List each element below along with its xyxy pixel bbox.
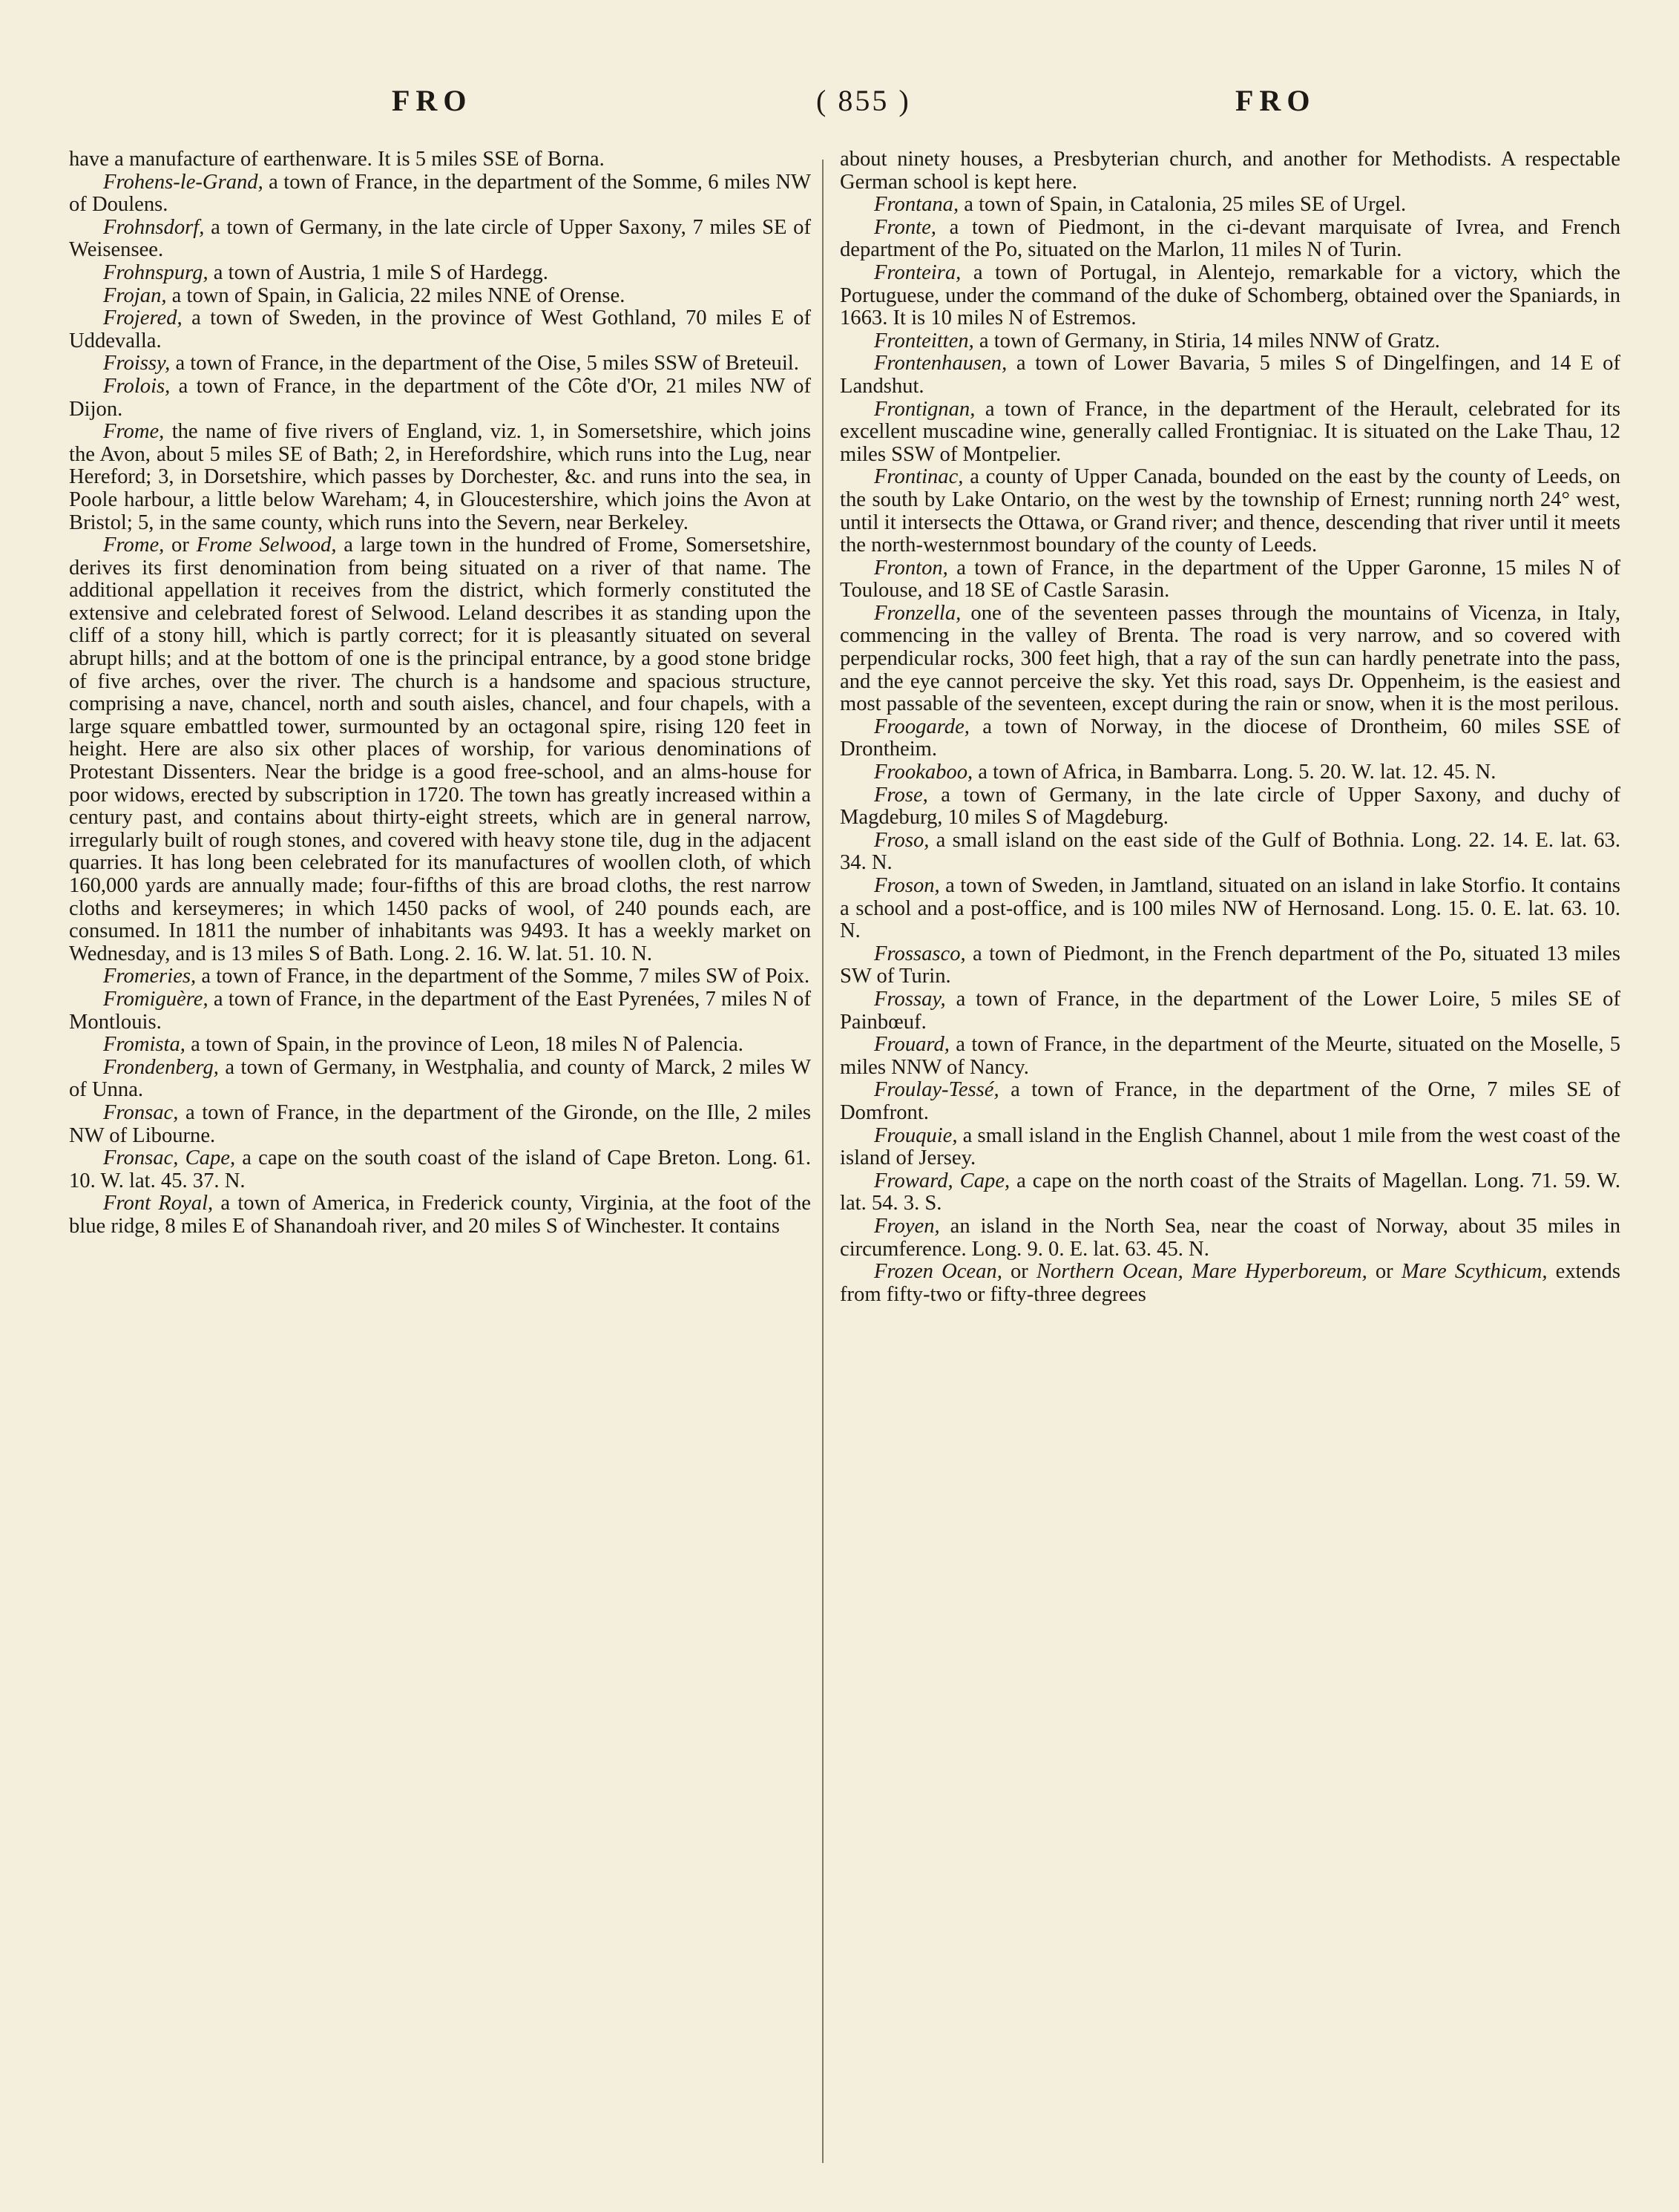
entry-headword: Frontignan, bbox=[874, 397, 976, 421]
gazetteer-entry bbox=[69, 1057, 811, 1102]
entry-headword: Frontenhausen, bbox=[874, 352, 1008, 375]
entry-text: a large town in the hundred of Frome, Somersetshire, derives its first denomination from being situated on a river of that name. The additional appellation it receives from the district, which formerly constituted the extensive and celebrated forest of Selwood. Leland describes it as standing upon the cliff of a stony hill, which is partly correct; for it is pleasantly situated on several abrupt hills; and at the bottom of one is the principal entrance, by a good stone bridge of five arches, over the river. The church is a handsome and spacious structure, comprising a nave, chancel, north and south aisles, chancel, and four chapels, with a large square embattled tower, surmounted by an octagonal spire, rising 120 feet in height. Here are also six other places of worship, for various denominations of Protestant Dissenters. Near the bridge is a good free-school, and an alms-house for poor widows, erected by subscription in 1720. The town has greatly increased within a century past, and contains about thirty-eight streets, which are in general narrow, irregularly built of rough stones, and covered with heavy stone tile, dug in the adjacent quarries. It has long been celebrated for its manufactures of woollen cloth, of which 160,000 yards are annually made; four-fifths of this are broad cloths, the rest narrow cloths and kerseymeres; in which 1450 packs of wool, of 240 pounds each, are consumed. In 1811 the number of inhabitants was 9493. It has a weekly market on Wednesday, and is 13 miles S of Bath. Long. 2. 16. W. lat. 51. 10. N. bbox=[69, 534, 811, 965]
gazetteer-entry bbox=[840, 716, 1620, 761]
entry-headword: Fromista, bbox=[103, 1033, 185, 1057]
gazetteer-entry bbox=[840, 1079, 1620, 1124]
entry-text: a town of Germany, in Stiria, 14 miles NNW of Gratz. bbox=[973, 329, 1440, 352]
entry-text: a town of France, in the department of the Meurte, situated on the Moselle, 5 miles NNW of Nancy. bbox=[840, 1033, 1620, 1079]
entry-headword: Frookaboo, bbox=[874, 761, 973, 784]
entry-text: a town of France, in the department of the Somme, 6 miles NW of Doulens. bbox=[69, 170, 811, 217]
entry-text: the name of five rivers of England, viz. 1, in Somersetshire, which joins the Avon, about 5 miles SE of Bath; 2, in Herefordshire, which runs into the Lug, near Hereford; 3, in Dorsetshire, which passes by Dorchester, &c. and runs into the sea, in Poole harbour, a little below Wareham; 4, in Gloucestershire, which joins the Avon at Bristol; 5, in the same county, which runs into the Severn, near Berkeley. bbox=[69, 420, 811, 534]
entry-text: a town of Sweden, in the province of West Gothland, 70 miles E of Uddevalla. bbox=[69, 306, 811, 352]
gazetteer-entry bbox=[840, 784, 1620, 830]
gazetteer-entry bbox=[69, 1034, 811, 1057]
entry-text: a town of Norway, in the diocese of Drontheim, 60 miles SSE of Drontheim. bbox=[840, 715, 1620, 761]
header-right-word: FRO bbox=[1235, 84, 1316, 117]
running-header bbox=[67, 83, 1617, 128]
gazetteer-entry bbox=[840, 217, 1620, 262]
entry-text: one of the seventeen passes through the mountains of Vicenza, in Italy, commencing in the valley of Brenta. The road is very narrow, and so covered with perpendicular rocks, 300 feet high, that a ray of the sun can hardly penetrate into the pass, and the eye cannot perceive the sky. Yet this road, says Dr. Oppenheim, is the easiest and most passable of the seventeen, except during the rain or snow, when it is the most perilous. bbox=[840, 601, 1620, 716]
entry-headword: Fronte, bbox=[874, 215, 936, 239]
entry-headword: Frome Selwood, bbox=[196, 534, 337, 557]
entry-headword: Froward, Cape, bbox=[874, 1169, 1011, 1192]
entry-text: a town of France, in the department of the Oise, 5 miles SSW of Breteuil. bbox=[170, 352, 799, 375]
entry-headword: Frolois, bbox=[103, 374, 171, 398]
entry-text: a town of Spain, in the province of Leon, 18 miles N of Palencia. bbox=[185, 1033, 743, 1057]
entry-headword: Froissy, bbox=[103, 352, 171, 375]
entry-headword: Fronteira, bbox=[874, 260, 962, 284]
gazetteer-entry bbox=[69, 988, 811, 1034]
entry-headword: Fronton, bbox=[874, 556, 948, 580]
entry-text: a town of Germany, in the late circle of Upper Saxony, and duchy of Magdeburg, 10 miles S of Magdeburg. bbox=[840, 783, 1620, 830]
entry-headword: Front Royal, bbox=[103, 1192, 214, 1215]
gazetteer-entry bbox=[840, 988, 1620, 1034]
entry-text: a town of America, in Frederick county, Virginia, at the foot of the blue ridge, 8 miles E of Shanandoah river, and 20 miles S of Winchester. It contains bbox=[69, 1192, 811, 1238]
gazetteer-entry bbox=[840, 1215, 1620, 1261]
entry-headword: Fronzella, bbox=[874, 601, 962, 625]
entry-text: or bbox=[164, 534, 197, 557]
entry-headword: Fronteitten, bbox=[874, 329, 974, 352]
gazetteer-entry bbox=[69, 217, 811, 262]
entry-text: a county of Upper Canada, bounded on the east by the county of Leeds, on the south by Lake Ontario, on the west by the township of Ernest; running north 24° west, until it intersects the Ottawa, or Grand river; and thence, descending that river until it meets the north-westernmost boundary of the county of Leeds. bbox=[840, 465, 1620, 557]
entry-headword: Northern Ocean, Mare Hyperboreum, bbox=[1036, 1260, 1367, 1284]
entry-text: a town of Lower Bavaria, 5 miles S of Dingelfingen, and 14 E of Landshut. bbox=[840, 352, 1620, 398]
entry-text: have a manufacture of earthenware. It is 5 miles SSE of Borna. bbox=[69, 148, 605, 171]
entry-text: a town of Portugal, in Alentejo, remarkable for a victory, which the Portuguese, under the command of the duke of Schomberg, obtained over the Spaniards, in 1663. It is 10 miles N of Estremos. bbox=[840, 260, 1620, 330]
entry-headword: Fronsac, bbox=[103, 1100, 179, 1124]
entry-headword: Mare Scythicum, bbox=[1401, 1260, 1548, 1284]
entry-text: a town of Piedmont, in the French department of the Po, situated 13 miles SW of Turin. bbox=[840, 942, 1620, 988]
entry-text: a town of Africa, in Bambarra. Long. 5. 20. W. lat. 12. 45. N. bbox=[973, 761, 1496, 784]
right-column bbox=[840, 148, 1620, 1306]
left-column bbox=[69, 148, 811, 1238]
entry-text: a town of France, in the department of the Orne, 7 miles SE of Domfront. bbox=[840, 1078, 1620, 1124]
entry-headword: Frontana, bbox=[874, 193, 959, 217]
entry-text: a town of France, in the department of the Côte d'Or, 21 miles NW of Dijon. bbox=[69, 374, 811, 421]
entry-headword: Fronsac, Cape, bbox=[103, 1146, 236, 1170]
entry-text: or bbox=[1367, 1260, 1402, 1284]
entry-headword: Froogarde, bbox=[874, 715, 970, 738]
gazetteer-entry bbox=[840, 875, 1620, 943]
entry-text: a town of France, in the department of the Gironde, on the Ille, 2 miles NW of Libourne. bbox=[69, 1100, 811, 1147]
gazetteer-entry bbox=[69, 965, 811, 988]
entry-headword: Frossasco, bbox=[874, 942, 966, 965]
entry-headword: Frondenberg, bbox=[103, 1055, 219, 1079]
entry-text: about ninety houses, a Presbyterian church, and another for Methodists. A respectable German school is kept here. bbox=[840, 148, 1620, 194]
gazetteer-entry bbox=[840, 352, 1620, 398]
gazetteer-entry bbox=[840, 1261, 1620, 1306]
entry-headword: Frontinac, bbox=[874, 465, 964, 489]
entry-headword: Froulay-Tessé, bbox=[874, 1078, 999, 1102]
entry-text: extends from fifty-two or fifty-three degrees bbox=[840, 1260, 1620, 1306]
column-rule bbox=[822, 160, 824, 2163]
gazetteer-entry bbox=[840, 262, 1620, 330]
entry-text: a town of Sweden, in Jamtland, situated on an island in lake Storfio. It contains a school and a post-office, and is 100 miles NW of Hernosand. Long. 15. 0. E. lat. 63. 10. N. bbox=[840, 874, 1620, 943]
entry-text: a small island on the east side of the Gulf of Bothnia. Long. 22. 14. E. lat. 63. 34. N. bbox=[840, 828, 1620, 875]
gazetteer-entry bbox=[840, 1034, 1620, 1079]
gazetteer-entry bbox=[69, 352, 811, 375]
entry-headword: Frome, bbox=[103, 420, 165, 444]
gazetteer-entry bbox=[840, 557, 1620, 603]
entry-headword: Frose, bbox=[874, 783, 928, 807]
gazetteer-entry bbox=[69, 171, 811, 217]
gazetteer-entry bbox=[69, 262, 811, 285]
entry-text: a cape on the south coast of the island of Cape Breton. Long. 61. 10. W. lat. 45. 37. N. bbox=[69, 1146, 811, 1192]
entry-headword: Fromiguère, bbox=[103, 987, 208, 1011]
gazetteer-entry bbox=[840, 943, 1620, 988]
entry-headword: Froson, bbox=[874, 874, 940, 897]
entry-headword: Frozen Ocean, bbox=[874, 1260, 1002, 1284]
entry-headword: Frojered, bbox=[103, 306, 183, 330]
entry-text: a town of Austria, 1 mile S of Hardegg. bbox=[208, 260, 548, 284]
gazetteer-entry bbox=[69, 421, 811, 534]
entry-text: a town of Spain, in Galicia, 22 miles NNE of Orense. bbox=[166, 283, 625, 307]
entry-headword: Frohens-le-Grand, bbox=[103, 170, 263, 194]
gazetteer-entry bbox=[69, 1102, 811, 1147]
entry-text: a town of Piedmont, in the ci-devant marquisate of Ivrea, and French department of the Po, situated on the Marlon, 11 miles N of Turin. bbox=[840, 215, 1620, 262]
header-left-word: FRO bbox=[392, 84, 473, 117]
entry-text: an island in the North Sea, near the coast of Norway, about 35 miles in circumference. Long. 9. 0. E. lat. 63. 45. N. bbox=[840, 1214, 1620, 1261]
entry-text: a cape on the north coast of the Straits of Magellan. Long. 71. 59. W. lat. 54. 3. S. bbox=[840, 1169, 1620, 1215]
gazetteer-entry bbox=[69, 534, 811, 965]
entry-headword: Frome, bbox=[103, 534, 165, 557]
gazetteer-entry bbox=[69, 307, 811, 352]
entry-text: a small island in the English Channel, about 1 mile from the west coast of the island of Jersey. bbox=[840, 1123, 1620, 1170]
gazetteer-entry bbox=[840, 466, 1620, 557]
gazetteer-entry bbox=[840, 761, 1620, 784]
gazetteer-entry bbox=[840, 194, 1620, 217]
gazetteer-entry bbox=[840, 1125, 1620, 1170]
gazetteer-entry bbox=[69, 375, 811, 421]
entry-text: or bbox=[1002, 1260, 1036, 1284]
entry-text: a town of Germany, in the late circle of Upper Saxony, 7 miles SE of Weisensee. bbox=[69, 215, 811, 262]
entry-headword: Frouquie, bbox=[874, 1123, 958, 1147]
gazetteer-entry bbox=[840, 398, 1620, 467]
entry-text: a town of France, in the department of the Lower Loire, 5 miles SE of Painbœuf. bbox=[840, 987, 1620, 1034]
entry-headword: Frohnspurg, bbox=[103, 260, 208, 284]
entry-headword: Frohnsdorf, bbox=[103, 215, 205, 239]
page-number: ( 855 ) bbox=[816, 84, 911, 117]
entry-text: a town of Germany, in Westphalia, and county of Marck, 2 miles W of Unna. bbox=[69, 1055, 811, 1102]
entry-headword: Frouard, bbox=[874, 1033, 950, 1057]
entry-text: a town of France, in the department of the East Pyrenées, 7 miles N of Montlouis. bbox=[69, 987, 811, 1034]
gazetteer-entry bbox=[840, 148, 1620, 194]
entry-headword: Froso, bbox=[874, 828, 930, 852]
entry-text: a town of France, in the department of the Upper Garonne, 15 miles N of Toulouse, and 18 SE of Castle Sarasin. bbox=[840, 556, 1620, 603]
entry-text: a town of France, in the department of the Herault, celebrated for its excellent muscadine wine, generally called Frontigniac. It is situated on the Lake Thau, 12 miles SSW of Montpelier. bbox=[840, 397, 1620, 466]
gazetteer-entry bbox=[69, 148, 811, 171]
gazetteer-entry bbox=[840, 830, 1620, 875]
gazetteer-entry bbox=[840, 603, 1620, 716]
entry-headword: Froyen, bbox=[874, 1214, 940, 1238]
gazetteer-entry bbox=[69, 1147, 811, 1192]
gazetteer-entry bbox=[840, 330, 1620, 353]
entry-headword: Fromeries, bbox=[103, 965, 197, 988]
entry-text: a town of Spain, in Catalonia, 25 miles SE of Urgel. bbox=[959, 193, 1407, 217]
gazetteer-entry bbox=[840, 1170, 1620, 1215]
entry-headword: Frossay, bbox=[874, 987, 946, 1011]
entry-text: a town of France, in the department of the Somme, 7 miles SW of Poix. bbox=[196, 965, 810, 988]
gazetteer-entry bbox=[69, 285, 811, 308]
entry-headword: Frojan, bbox=[103, 283, 167, 307]
gazetteer-entry bbox=[69, 1192, 811, 1238]
